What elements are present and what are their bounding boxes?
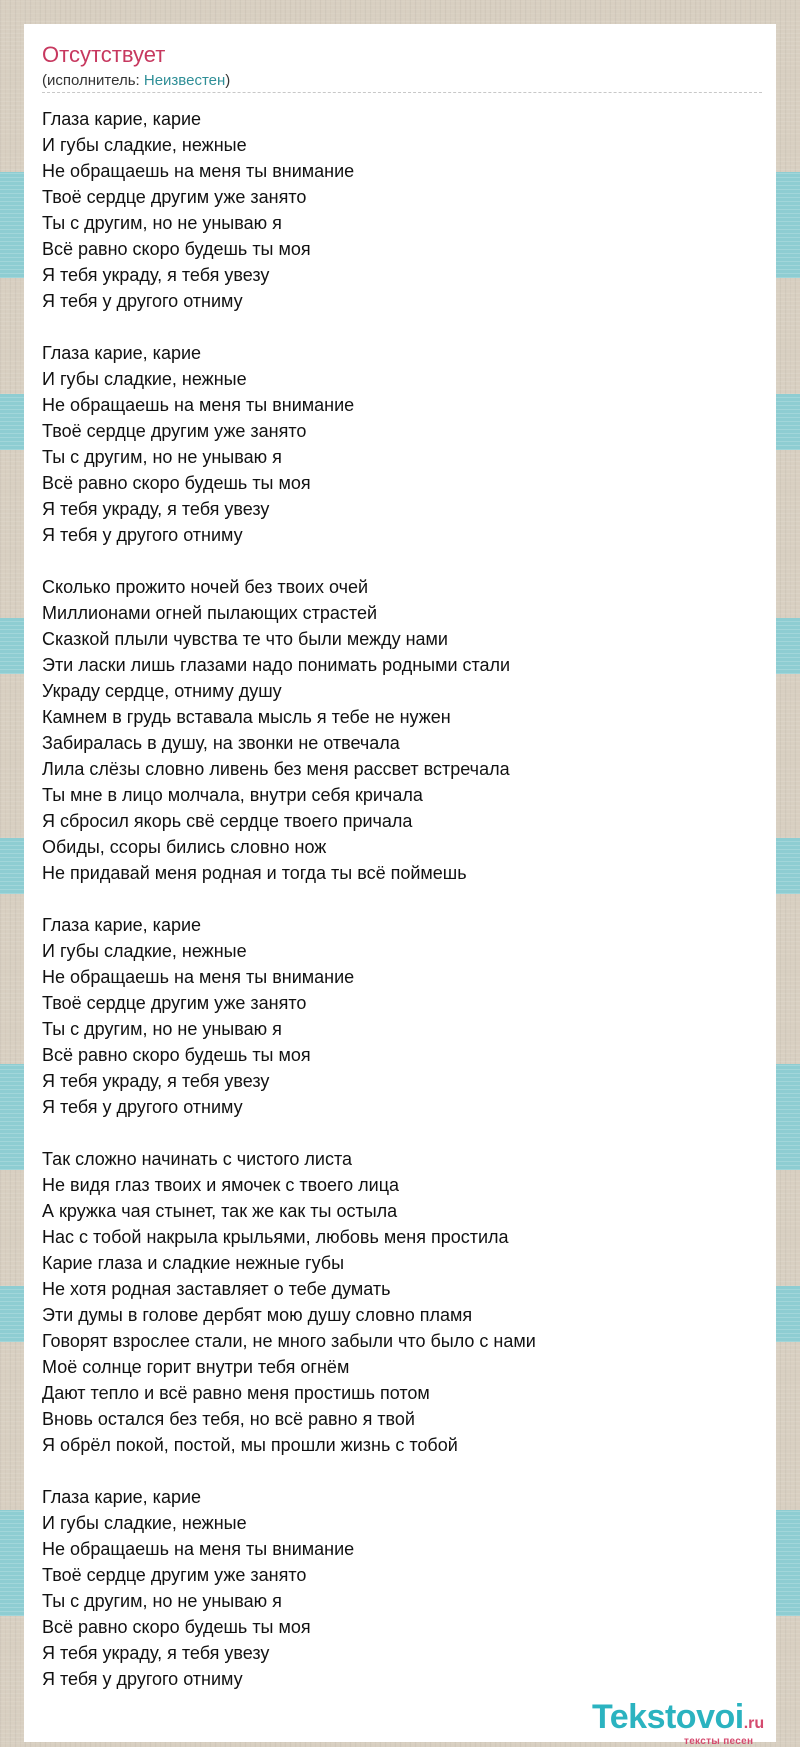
lyrics-line: Не хотя родная заставляет о тебе думать bbox=[42, 1279, 391, 1299]
lyrics-line: Сколько прожито ночей без твоих очей bbox=[42, 577, 369, 597]
lyrics-stanza bbox=[42, 1484, 760, 1692]
lyrics-panel bbox=[24, 24, 776, 1747]
lyrics-line: Я тебя украду, я тебя увезу bbox=[42, 265, 270, 285]
lyrics-line: Ты с другим, но не унываю я bbox=[42, 1019, 282, 1039]
lyrics-line: Ты с другим, но не унываю я bbox=[42, 1591, 282, 1611]
song-header bbox=[42, 42, 760, 90]
lyrics-stanza bbox=[42, 340, 760, 548]
site-logo[interactable] bbox=[592, 1698, 792, 1747]
logo-tagline: тексты песен bbox=[684, 1736, 754, 1747]
header-divider bbox=[42, 92, 762, 93]
lyrics-line: Я тебя у другого отниму bbox=[42, 291, 243, 311]
lyrics-line: Я тебя у другого отниму bbox=[42, 525, 243, 545]
lyrics-stanza bbox=[42, 106, 760, 314]
logo-tld: .ru bbox=[743, 1715, 765, 1732]
logo-name: Tekstovoi bbox=[592, 1698, 744, 1736]
lyrics-line: Не обращаешь на меня ты внимание bbox=[42, 967, 355, 987]
lyrics-line: Глаза карие, карие bbox=[42, 1487, 202, 1507]
lyrics-line: Карие глаза и сладкие нежные губы bbox=[42, 1253, 345, 1273]
lyrics-line: Я тебя у другого отниму bbox=[42, 1669, 243, 1689]
lyrics-line: И губы сладкие, нежные bbox=[42, 135, 247, 155]
lyrics-line: Нас с тобой накрыла крыльями, любовь меня простила bbox=[42, 1227, 509, 1247]
lyrics-line: Твоё сердце другим уже занято bbox=[42, 1565, 307, 1585]
lyrics-line: Глаза карие, карие bbox=[42, 343, 202, 363]
lyrics-line: Ты с другим, но не унываю я bbox=[42, 213, 282, 233]
artist-link[interactable]: Неизвестен bbox=[143, 72, 226, 90]
lyrics-line: Эти ласки лишь глазами надо понимать родными стали bbox=[42, 655, 511, 675]
lyrics-line: Не видя глаз твоих и ямочек с твоего лица bbox=[42, 1175, 400, 1195]
lyrics-line: Я обрёл покой, постой, мы прошли жизнь с тобой bbox=[42, 1435, 458, 1455]
lyrics-line: Лила слёзы словно ливень без меня рассвет встречала bbox=[42, 759, 510, 779]
lyrics-line: Дают тепло и всё равно меня простишь потом bbox=[42, 1383, 430, 1403]
lyrics-line: Всё равно скоро будешь ты моя bbox=[42, 239, 311, 259]
lyrics-line: Я тебя у другого отниму bbox=[42, 1097, 243, 1117]
lyrics-line: Моё солнце горит внутри тебя огнём bbox=[42, 1357, 350, 1377]
lyrics-line: Говорят взрослее стали, не много забыли что было с нами bbox=[42, 1331, 536, 1351]
lyrics-line: Забиралась в душу, на звонки не отвечала bbox=[42, 733, 400, 753]
lyrics-line: Не придавай меня родная и тогда ты всё поймешь bbox=[42, 863, 467, 883]
artist-prefix: (исполнитель: bbox=[42, 72, 144, 90]
song-title: Отсутствует bbox=[42, 42, 166, 67]
lyrics-line: Украду сердце, отниму душу bbox=[42, 681, 282, 701]
lyrics-line: Ты мне в лицо молчала, внутри себя кричала bbox=[42, 785, 423, 805]
artist-line bbox=[42, 72, 760, 90]
lyrics-line: Эти думы в голове дербят мою душу словно пламя bbox=[42, 1305, 473, 1325]
lyrics-line: И губы сладкие, нежные bbox=[42, 1513, 247, 1533]
lyrics-line: Глаза карие, карие bbox=[42, 915, 202, 935]
lyrics-line: Камнем в грудь вставала мысль я тебе не нужен bbox=[42, 707, 451, 727]
lyrics-line: Не обращаешь на меня ты внимание bbox=[42, 395, 355, 415]
lyrics-line: Сказкой плыли чувства те что были между нами bbox=[42, 629, 448, 649]
lyrics-line: Глаза карие, карие bbox=[42, 109, 202, 129]
lyrics-line: Я тебя украду, я тебя увезу bbox=[42, 1071, 270, 1091]
lyrics-line: Твоё сердце другим уже занято bbox=[42, 993, 307, 1013]
lyrics-line: Твоё сердце другим уже занято bbox=[42, 421, 307, 441]
lyrics-line: Ты с другим, но не унываю я bbox=[42, 447, 282, 467]
lyrics-stanza bbox=[42, 574, 760, 886]
lyrics-line: Я сбросил якорь свё сердце твоего причала bbox=[42, 811, 413, 831]
lyrics-line: Вновь остался без тебя, но всё равно я твой bbox=[42, 1409, 415, 1429]
lyrics-line: Всё равно скоро будешь ты моя bbox=[42, 1045, 311, 1065]
lyrics-line: Миллионами огней пылающих страстей bbox=[42, 603, 378, 623]
lyrics-line: Не обращаешь на меня ты внимание bbox=[42, 161, 355, 181]
lyrics-line: А кружка чая стынет, так же как ты остыла bbox=[42, 1201, 398, 1221]
lyrics-line: Твоё сердце другим уже занято bbox=[42, 187, 307, 207]
lyrics-line: Всё равно скоро будешь ты моя bbox=[42, 473, 311, 493]
lyrics-line: Так сложно начинать с чистого листа bbox=[42, 1149, 353, 1169]
lyrics-stanza bbox=[42, 1146, 760, 1458]
lyrics-stanza bbox=[42, 912, 760, 1120]
lyrics-line: Я тебя украду, я тебя увезу bbox=[42, 1643, 270, 1663]
lyrics-body bbox=[42, 106, 760, 1718]
lyrics-line: Не обращаешь на меня ты внимание bbox=[42, 1539, 355, 1559]
lyrics-line: И губы сладкие, нежные bbox=[42, 941, 247, 961]
lyrics-line: И губы сладкие, нежные bbox=[42, 369, 247, 389]
lyrics-line: Всё равно скоро будешь ты моя bbox=[42, 1617, 311, 1637]
artist-suffix: ) bbox=[225, 72, 231, 90]
lyrics-line: Обиды, ссоры бились словно нож bbox=[42, 837, 327, 857]
lyrics-line: Я тебя украду, я тебя увезу bbox=[42, 499, 270, 519]
